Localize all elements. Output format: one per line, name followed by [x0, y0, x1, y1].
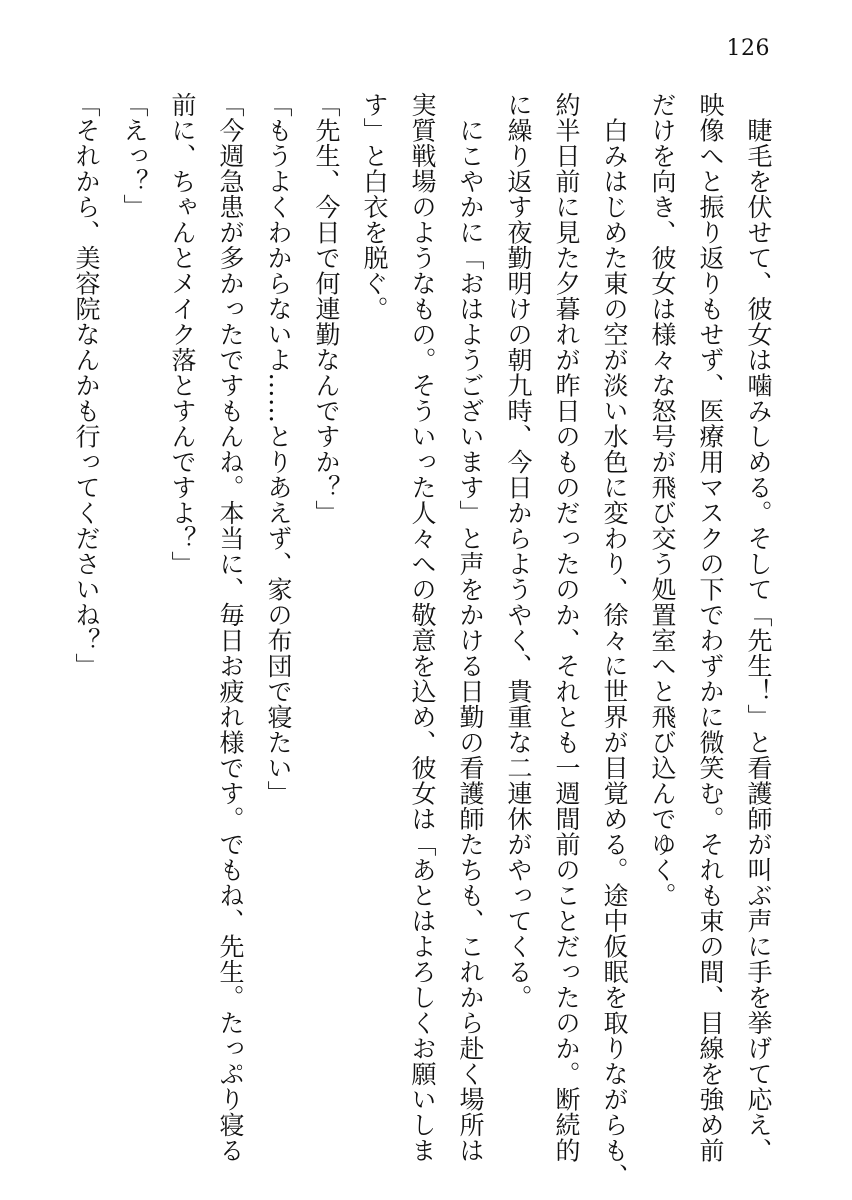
page-number: 126: [726, 36, 770, 61]
text-line: だけを向き、彼女は様々な怒号が飛び交う処置室へと飛び込んでゆく。: [648, 92, 677, 908]
text-line: す」と白衣を脱ぐ。: [360, 92, 389, 322]
text-line: 約半日前に見た夕暮れが昨日のものだったのか、それとも一週間前のことだったのか。断続的: [552, 92, 581, 1163]
text-line: 実質戦場のようなもの。そういった人々への敬意を込め、彼女は「あとはよろしくお願いしま: [408, 92, 437, 1163]
dialogue-line: 前に、ちゃんとメイク落とすんですよ？」: [168, 92, 197, 577]
dialogue-line: 「えっ？」: [120, 92, 149, 220]
dialogue-line: 「それから、美容院なんかも行ってくださいね？」: [72, 92, 101, 679]
text-line: にこやかに「おはようございます」と声をかける日勤の看護師たちも、これから赴く場所は: [456, 92, 485, 1163]
dialogue-line: 「もうよくわからないよ……とりあえず、家の布団で寝たい」: [264, 92, 293, 806]
text-line: 白みはじめた東の空が淡い水色に変わり、徐々に世界が目覚める。途中仮眠を取りながらも、: [600, 92, 629, 1189]
text-line: 映像へと振り返りもせず、医療用マスクの下でわずかに微笑む。それも束の間、目線を強め前: [696, 92, 725, 1163]
vertical-body-text: [72, 92, 782, 1189]
text-line: に繰り返す夜勤明けの朝九時、今日からようやく、貴重な二連休がやってくる。: [504, 92, 533, 1010]
text-line: 睫毛を伏せて、彼女は噛みしめる。そして「先生！」と看護師が叫ぶ声に手を挙げて応え、: [744, 92, 773, 1163]
dialogue-line: 「先生、今日で何連勤なんですか？」: [312, 92, 341, 526]
dialogue-line: 「今週急患が多かったですもんね。本当に、毎日お疲れ様です。でもね、先生。たっぷり寝る: [216, 92, 245, 1163]
